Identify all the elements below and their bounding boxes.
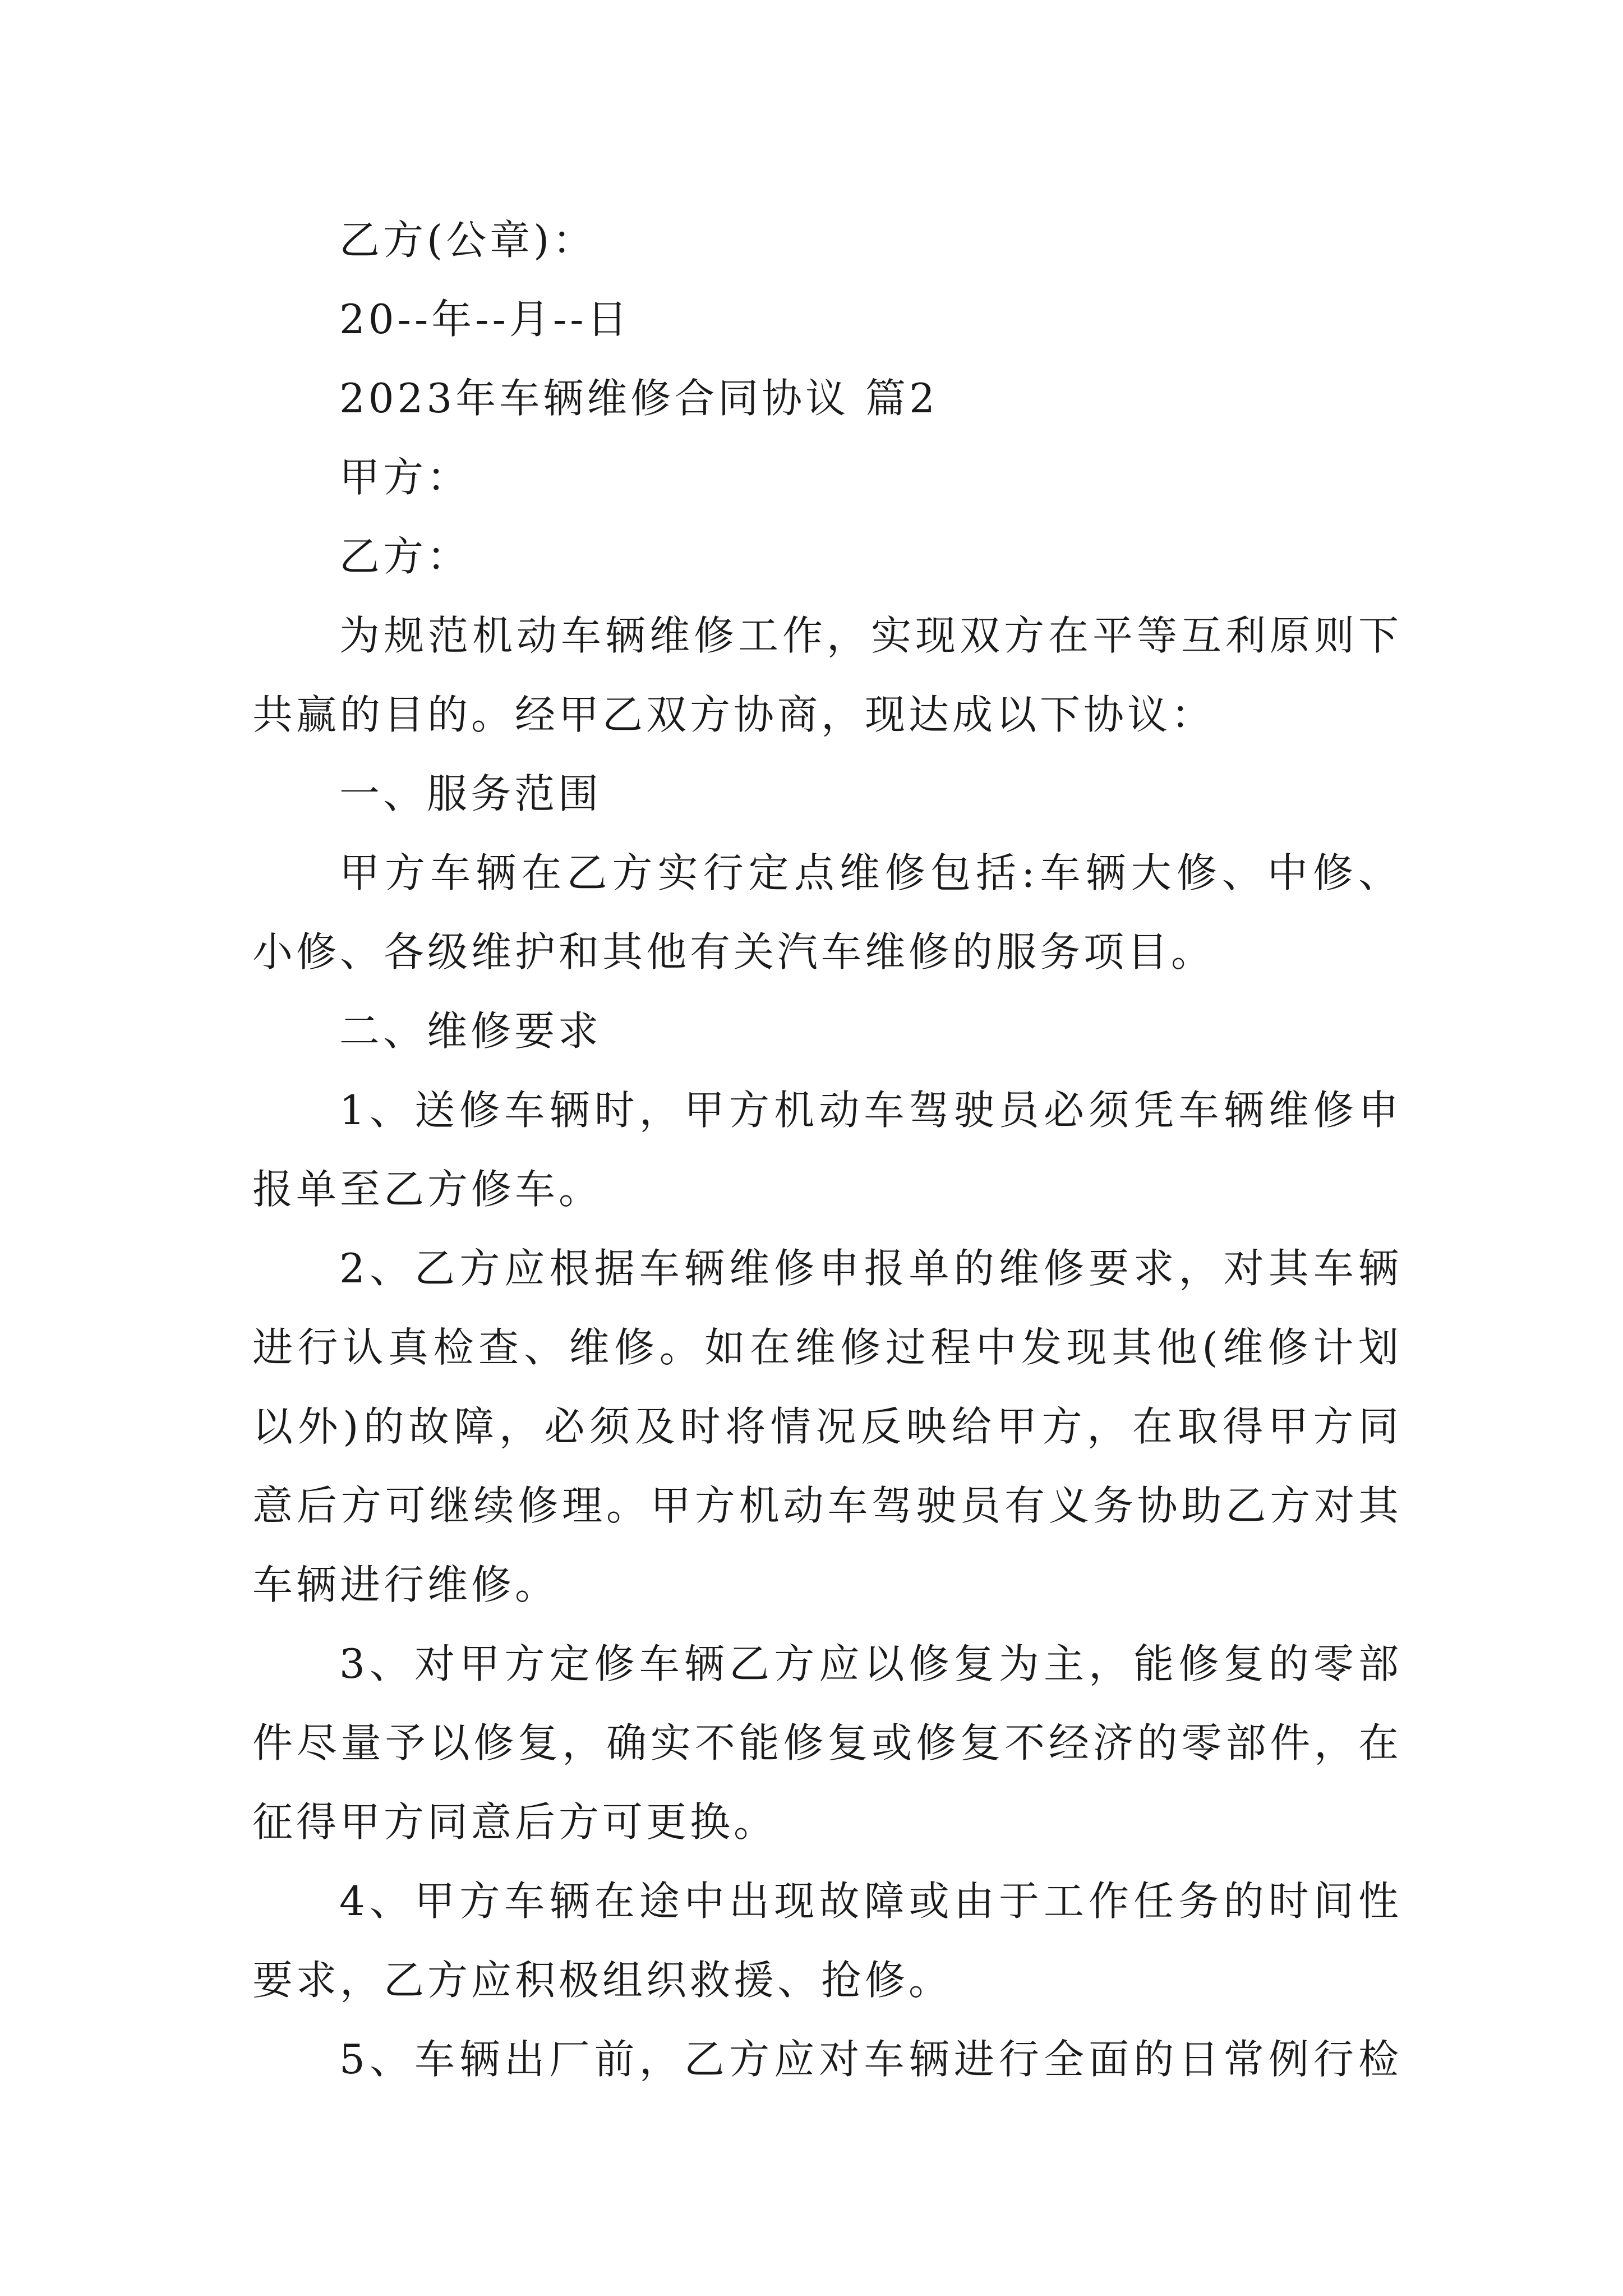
- party-a-label: 甲方：: [339, 454, 471, 501]
- heading-service-scope: 一、服务范围: [339, 770, 602, 817]
- item-3-line-1: 3、对甲方定修车辆乙方应以修复为主，能修复的零部: [339, 1640, 1402, 1687]
- item-5-line-1: 5、车辆出厂前，乙方应对车辆进行全面的日常例行检: [339, 2036, 1402, 2083]
- party-b-label: 乙方：: [339, 533, 471, 580]
- item-2-line-5: 车辆进行维修。: [252, 1561, 559, 1608]
- item-2-line-2: 进行认真检查、维修。如在维修过程中发现其他(维修计划: [252, 1324, 1402, 1371]
- item-3-line-3: 征得甲方同意后方可更换。: [252, 1798, 778, 1846]
- service-scope-line-1: 甲方车辆在乙方实行定点维修包括:车辆大修、中修、: [339, 849, 1402, 896]
- signature-date: 20--年--月--日: [339, 296, 631, 343]
- item-4-line-1: 4、甲方车辆在途中出现故障或由于工作任务的时间性: [339, 1878, 1402, 1925]
- item-1-line-2: 报单至乙方修车。: [252, 1166, 603, 1213]
- item-2-line-3: 以外)的故障，必须及时将情况反映给甲方，在取得甲方同: [252, 1403, 1402, 1450]
- item-1-line-1: 1、送修车辆时，甲方机动车驾驶员必须凭车辆维修申: [339, 1087, 1402, 1134]
- section-title: 2023年车辆维修合同协议 篇2: [339, 375, 938, 422]
- signature-party-b: 乙方(公章)：: [339, 217, 597, 264]
- item-3-line-2: 件尽量予以修复，确实不能修复或修复不经济的零部件，在: [252, 1719, 1402, 1766]
- heading-repair-requirements: 二、维修要求: [339, 1007, 602, 1055]
- item-2-line-1: 2、乙方应根据车辆维修申报单的维修要求，对其车辆: [339, 1245, 1402, 1292]
- item-4-line-2: 要求，乙方应积极组织救援、抢修。: [252, 1957, 953, 2004]
- intro-line-2: 共赢的目的。经甲乙双方协商，现达成以下协议：: [252, 691, 1215, 738]
- item-2-line-4: 意后方可继续修理。甲方机动车驾驶员有义务协助乙方对其: [252, 1482, 1402, 1529]
- service-scope-line-2: 小修、各级维护和其他有关汽车维修的服务项目。: [252, 928, 1215, 976]
- intro-line-1: 为规范机动车辆维修工作，实现双方在平等互利原则下: [339, 612, 1402, 659]
